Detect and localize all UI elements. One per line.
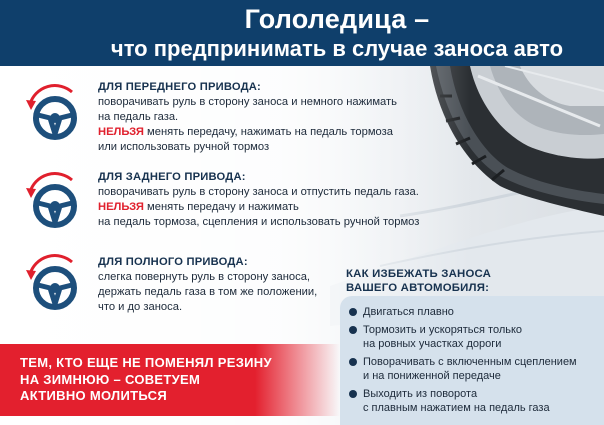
tip-item bbox=[349, 323, 522, 351]
tips-heading-line: ВАШЕГО АВТОМОБИЛЯ: bbox=[346, 282, 490, 294]
front-wheel-drive-section bbox=[98, 80, 448, 155]
banner-line: ТЕМ, КТО ЕЩЕ НЕ ПОМЕНЯЛ РЕЗИНУ bbox=[20, 355, 272, 370]
header-bar bbox=[0, 0, 604, 66]
bullet-icon bbox=[349, 308, 357, 316]
section-heading: ДЛЯ ЗАДНЕГО ПРИВОДА: bbox=[98, 171, 246, 183]
warning-word: НЕЛЬЗЯ bbox=[98, 201, 144, 213]
banner-line: АКТИВНО МОЛИТЬСЯ bbox=[20, 388, 168, 403]
tips-heading-line: КАК ИЗБЕЖАТЬ ЗАНОСА bbox=[346, 268, 492, 280]
page-subtitle: что предпринимать в случае заноса авто bbox=[110, 36, 564, 61]
steering-wheel-icon bbox=[22, 170, 84, 232]
section-text: поворачивать руль в сторону заноса и немного нажимать bbox=[98, 96, 397, 108]
steering-wheel-icon bbox=[22, 252, 84, 314]
rear-wheel-drive-section bbox=[98, 170, 448, 230]
banner-text bbox=[20, 355, 320, 405]
section-text: поворачивать руль в сторону заноса и отпустить педаль газа. bbox=[98, 186, 419, 198]
bullet-icon bbox=[349, 390, 357, 398]
tips-heading bbox=[346, 267, 596, 295]
all-wheel-drive-section bbox=[98, 255, 338, 315]
banner-line: НА ЗИМНЮЮ – СОВЕТУЕМ bbox=[20, 371, 201, 387]
tip-text: Поворачивать с включенным сцеплением bbox=[363, 356, 577, 368]
tip-item bbox=[349, 305, 454, 319]
warning-line bbox=[98, 125, 448, 140]
section-text: на педаль тормоза, сцепления и использовать ручной тормоз bbox=[98, 216, 420, 228]
tips-panel bbox=[340, 296, 604, 425]
warning-word: НЕЛЬЗЯ bbox=[98, 126, 144, 138]
warning-line bbox=[98, 200, 448, 215]
section-text: что и до заноса. bbox=[98, 301, 183, 313]
tip-text: и на пониженной передаче bbox=[363, 370, 501, 382]
section-heading: ДЛЯ ПЕРЕДНЕГО ПРИВОДА: bbox=[98, 81, 261, 93]
section-text: на педаль газа. bbox=[98, 111, 179, 123]
tip-text: Двигаться плавно bbox=[363, 306, 454, 318]
page-title: Гололедица – bbox=[244, 4, 430, 34]
tip-text: с плавным нажатием на педаль газа bbox=[363, 402, 550, 414]
tip-item bbox=[349, 387, 550, 415]
warning-text: менять передачу, нажимать на педаль тормоза bbox=[143, 126, 393, 138]
tip-text: Выходить из поворота bbox=[363, 388, 478, 400]
bullet-icon bbox=[349, 358, 357, 366]
tip-item bbox=[349, 355, 577, 383]
section-heading: ДЛЯ ПОЛНОГО ПРИВОДА: bbox=[98, 256, 248, 268]
section-text: или использовать ручной тормоз bbox=[98, 141, 270, 153]
bullet-icon bbox=[349, 326, 357, 334]
section-text: слегка повернуть руль в сторону заноса, bbox=[98, 271, 311, 283]
warning-text: менять передачу и нажимать bbox=[143, 201, 299, 213]
tip-text: Тормозить и ускоряться только bbox=[363, 324, 523, 336]
steering-wheel-icon bbox=[22, 82, 84, 144]
tip-text: на ровных участках дороги bbox=[363, 338, 502, 350]
section-text: держать педаль газа в том же положении, bbox=[98, 286, 318, 298]
